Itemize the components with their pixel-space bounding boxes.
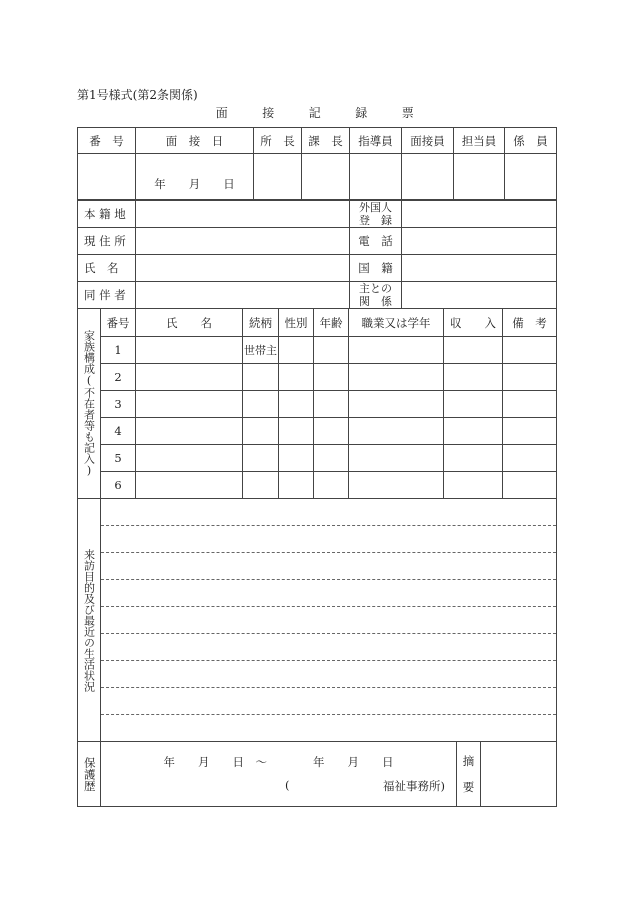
date-placeholder: 年 月 日 <box>154 177 235 191</box>
age-cell[interactable] <box>314 337 349 364</box>
form-title <box>0 104 630 121</box>
sex-cell[interactable] <box>279 364 314 391</box>
visit-side-label: 来訪目的及び最近の生活状況 <box>78 499 101 742</box>
visit-line[interactable] <box>101 526 557 553</box>
age-cell[interactable] <box>314 445 349 472</box>
label-honseki: 本 籍 地 <box>78 201 136 228</box>
row-number: 5 <box>101 445 136 472</box>
row-number: 4 <box>101 418 136 445</box>
bango-field[interactable] <box>78 154 136 200</box>
table-row <box>78 418 557 445</box>
fam-header-seibetsu: 性別 <box>279 309 314 337</box>
name-cell[interactable] <box>136 337 243 364</box>
visit-line[interactable] <box>101 607 557 634</box>
label-shidoin: 指導員 <box>350 128 402 154</box>
income-cell[interactable] <box>444 445 503 472</box>
age-cell[interactable] <box>314 418 349 445</box>
sex-cell[interactable] <box>279 445 314 472</box>
title-char: 面 <box>215 106 229 120</box>
occupation-cell[interactable] <box>349 418 444 445</box>
sex-cell[interactable] <box>279 472 314 499</box>
visit-line[interactable] <box>101 580 557 607</box>
visit-line[interactable] <box>101 499 557 526</box>
visit-table <box>77 498 557 742</box>
fam-header-shunyu: 収 入 <box>444 309 503 337</box>
kokuseki-field[interactable] <box>402 255 557 282</box>
row-number: 3 <box>101 391 136 418</box>
name-cell[interactable] <box>136 391 243 418</box>
occupation-cell[interactable] <box>349 445 444 472</box>
table-row <box>78 364 557 391</box>
fam-header-bango: 番号 <box>101 309 136 337</box>
relation-cell[interactable] <box>243 391 279 418</box>
denwa-field[interactable] <box>402 228 557 255</box>
label-kakarin: 係 員 <box>505 128 557 154</box>
visit-line[interactable] <box>101 661 557 688</box>
label-dohansha: 同 伴 者 <box>78 282 136 309</box>
occupation-cell[interactable] <box>349 337 444 364</box>
family-table <box>77 308 557 499</box>
age-cell[interactable] <box>314 391 349 418</box>
name-cell[interactable] <box>136 445 243 472</box>
relation-cell[interactable] <box>243 445 279 472</box>
remarks-cell[interactable] <box>503 337 557 364</box>
applicant-table <box>77 200 557 309</box>
label-kokuseki: 国 籍 <box>350 255 402 282</box>
remarks-cell[interactable] <box>503 418 557 445</box>
label-gaikokujin: 外国人 登 録 <box>350 201 402 228</box>
occupation-cell[interactable] <box>349 391 444 418</box>
label-shimei: 氏 名 <box>78 255 136 282</box>
label-genjusho: 現 住 所 <box>78 228 136 255</box>
protection-table <box>77 741 557 807</box>
tantoin-stamp[interactable] <box>454 154 505 200</box>
table-row <box>78 472 557 499</box>
protection-date-range: 年 月 日 〜 年 月 日 <box>163 755 394 769</box>
kankei-field[interactable] <box>402 282 557 309</box>
family-side-label: 家族構成(不在者等も記入) <box>78 309 101 499</box>
fam-header-zokugara: 続柄 <box>243 309 279 337</box>
remarks-cell[interactable] <box>503 391 557 418</box>
name-cell[interactable] <box>136 472 243 499</box>
sex-cell[interactable] <box>279 391 314 418</box>
table-row <box>78 391 557 418</box>
title-char: 記 <box>308 106 322 120</box>
visit-line[interactable] <box>101 688 557 715</box>
visit-line[interactable] <box>101 715 557 742</box>
row-number: 6 <box>101 472 136 499</box>
shidoin-stamp[interactable] <box>350 154 402 200</box>
label-mensetsuin: 面接員 <box>402 128 454 154</box>
age-cell[interactable] <box>314 364 349 391</box>
visit-line[interactable] <box>101 634 557 661</box>
protection-history-field[interactable]: 年 月 日 〜 年 月 日 ( 福祉事務所) <box>101 742 457 807</box>
table-row <box>78 445 557 472</box>
occupation-cell[interactable] <box>349 364 444 391</box>
approval-table <box>77 127 557 200</box>
label-kacho: 課 長 <box>302 128 350 154</box>
age-cell[interactable] <box>314 472 349 499</box>
visit-line[interactable] <box>101 553 557 580</box>
income-cell[interactable] <box>444 418 503 445</box>
kacho-stamp[interactable] <box>302 154 350 200</box>
honseki-field[interactable] <box>136 201 350 228</box>
label-denwa: 電 話 <box>350 228 402 255</box>
gaikokujin-field[interactable] <box>402 201 557 228</box>
occupation-cell[interactable] <box>349 472 444 499</box>
fam-header-shokugyo: 職業又は学年 <box>349 309 444 337</box>
dohansha-field[interactable] <box>136 282 350 309</box>
tekiyo-field[interactable] <box>481 742 557 807</box>
kakarin-stamp[interactable] <box>505 154 557 200</box>
row-number: 1 <box>101 337 136 364</box>
income-cell[interactable] <box>444 364 503 391</box>
mensetsubi-field[interactable] <box>136 154 254 200</box>
fam-header-nenrei: 年齢 <box>314 309 349 337</box>
form-number: 第1号様式(第2条関係) <box>77 88 198 102</box>
income-cell[interactable] <box>444 472 503 499</box>
relation-cell[interactable] <box>243 472 279 499</box>
table-row <box>78 337 557 364</box>
mensetsuin-stamp[interactable] <box>402 154 454 200</box>
fam-header-biko: 備 考 <box>503 309 557 337</box>
shocho-stamp[interactable] <box>254 154 302 200</box>
row-number: 2 <box>101 364 136 391</box>
label-shocho: 所 長 <box>254 128 302 154</box>
label-mensetsubi: 面 接 日 <box>136 128 254 154</box>
title-char: 票 <box>401 106 415 120</box>
sex-cell[interactable] <box>279 418 314 445</box>
sex-cell[interactable] <box>279 337 314 364</box>
name-cell[interactable] <box>136 364 243 391</box>
genjusho-field[interactable] <box>136 228 350 255</box>
remarks-cell[interactable] <box>503 472 557 499</box>
shimei-field[interactable] <box>136 255 350 282</box>
remarks-cell[interactable] <box>503 364 557 391</box>
remarks-cell[interactable] <box>503 445 557 472</box>
relation-cell[interactable] <box>243 364 279 391</box>
protection-side-label: 保護歴 <box>78 742 101 807</box>
income-cell[interactable] <box>444 337 503 364</box>
title-char: 録 <box>355 106 368 120</box>
relation-cell[interactable]: 世帯主 <box>243 337 279 364</box>
label-tekiyo: 摘 要 <box>457 742 481 807</box>
fam-header-shimei: 氏 名 <box>136 309 243 337</box>
title-char: 接 <box>262 106 275 120</box>
income-cell[interactable] <box>444 391 503 418</box>
label-bango: 番 号 <box>78 128 136 154</box>
label-tantoin: 担当員 <box>454 128 505 154</box>
name-cell[interactable] <box>136 418 243 445</box>
relation-cell[interactable] <box>243 418 279 445</box>
label-kankei: 主との 関 係 <box>350 282 402 309</box>
